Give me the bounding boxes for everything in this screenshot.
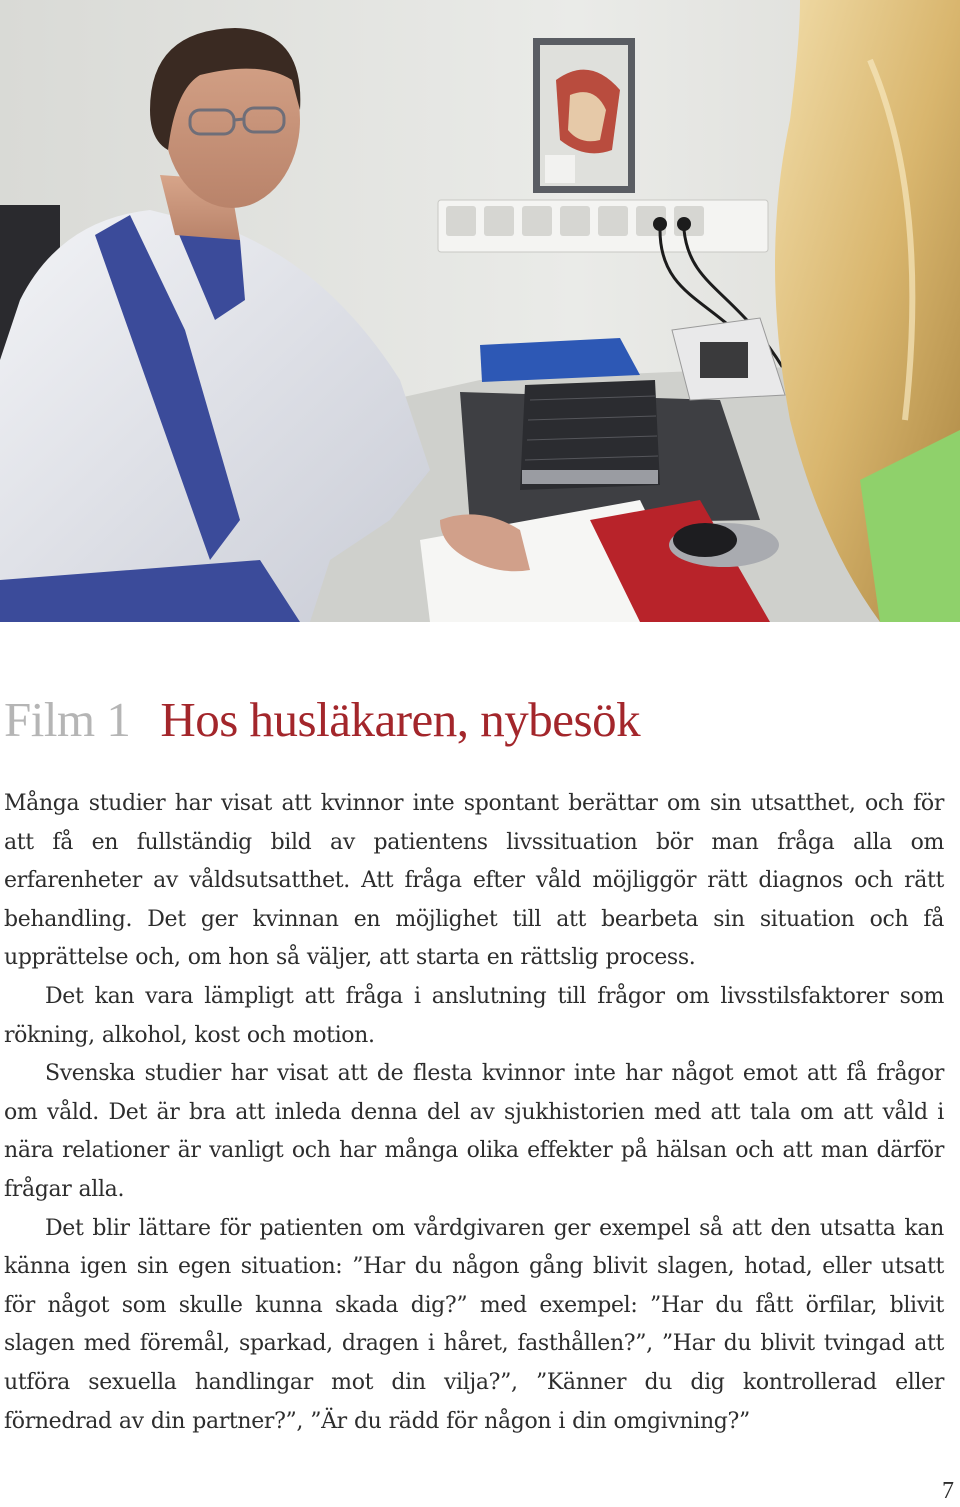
- page-heading: [4, 690, 640, 750]
- paragraph-2: Det kan vara lämpligt att fråga i anslutning till frågor om livsstilsfaktorer som rökning, alkohol, kost och motion.: [4, 983, 944, 1048]
- paragraph-4: Det blir lättare för patienten om vårdgivaren ger exempel så att den utsatta kan känna igen sin egen situation: ”Har du någon gång blivit slagen, hotad, eller utsatt för något som skulle kunna skada dig?” med exempel: ”Har du fått örfilar, blivit slagen med föremål, sparkad, dragen i håret, fasthållen?”, ”Har du blivit tvingad att utföra sexuella handlingar mot din vilja?”, ”Känner du dig kontrollerad eller förnedrad av din partner?”, ”Är du rädd för någon i din omgivning?”: [4, 1215, 944, 1434]
- paragraph-1: Många studier har visat att kvinnor inte spontant berättar om sin utsatthet, och för att få en fullständig bild av patientens livssituation bör man fråga alla om erfarenheter av våldsutsatthet. Att fråga efter våld möjliggör rätt diagnos och rätt behandling. Det ger kvinnan en möjlighet till att bearbeta sin situation och få upprättelse och, om hon så väljer, att starta en rättslig process.: [4, 791, 944, 971]
- doctor-photo: [0, 0, 960, 622]
- paragraph-3: Svenska studier har visat att de flesta kvinnor inte har något emot att få frågor om våld. Det är bra att inleda denna del av sjukhistorien med att tala om att våld i nära relationer är vanligt och har många olika effekter på hälsan och att man därför frågar alla.: [4, 1061, 944, 1202]
- film-label: Film 1: [4, 692, 131, 747]
- page-title: Hos husläkaren, nybesök: [160, 692, 641, 747]
- body-text: [4, 785, 944, 1441]
- page-number: 7: [942, 1478, 954, 1504]
